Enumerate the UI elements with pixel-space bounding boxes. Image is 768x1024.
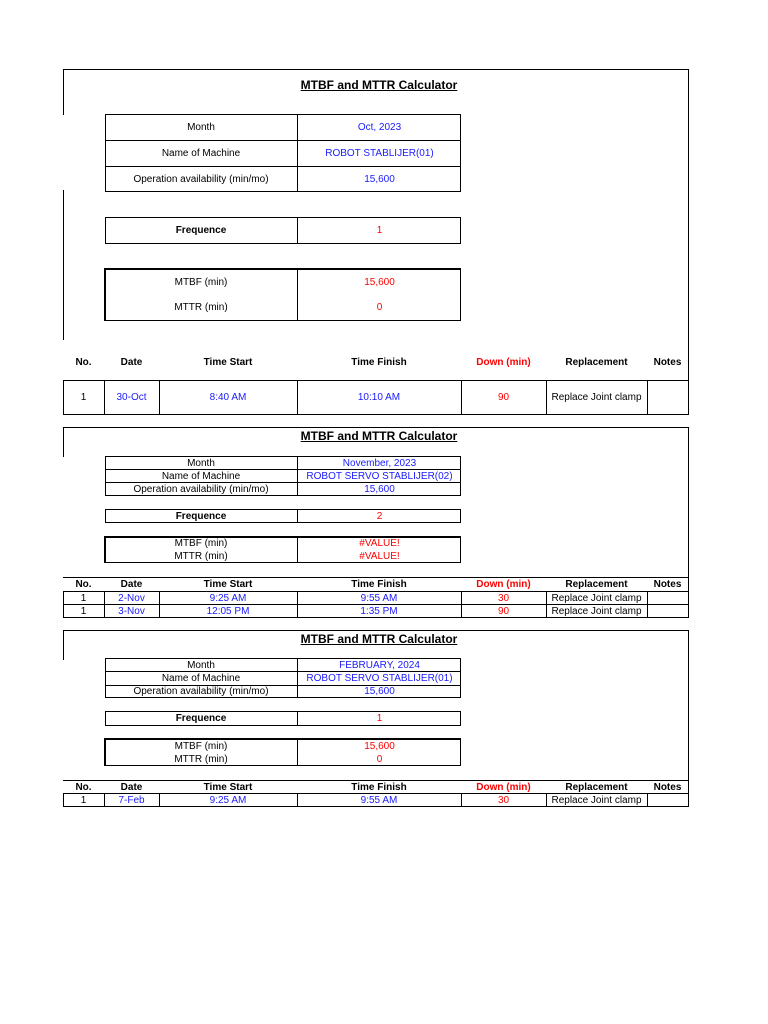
month-label: Month: [187, 122, 215, 133]
row-date[interactable]: 30-Oct: [116, 392, 147, 403]
row-notes[interactable]: [647, 605, 688, 617]
col-header-date: Date: [120, 357, 143, 368]
row-notes[interactable]: [647, 381, 688, 414]
row-time-start[interactable]: 12:05 PM: [206, 605, 250, 617]
page-title: MTBF and MTTR Calculator: [300, 428, 458, 443]
row-date[interactable]: 7-Feb: [118, 794, 145, 806]
availability-label: Operation availability (min/mo): [133, 483, 269, 495]
mttr-label: MTTR (min): [174, 301, 228, 313]
mttr-label: MTTR (min): [174, 753, 228, 765]
page-title: MTBF and MTTR Calculator: [300, 78, 458, 92]
col-header-time-finish: Time Finish: [351, 781, 407, 793]
col-header-replacement: Replacement: [565, 781, 628, 793]
row-no: 1: [80, 392, 87, 403]
row-down: 90: [497, 392, 510, 403]
col-header-down: Down (min): [476, 579, 531, 590]
machine-label: Name of Machine: [161, 470, 241, 482]
month-value[interactable]: November, 2023: [342, 457, 417, 469]
col-header-notes: Notes: [653, 357, 682, 368]
row-no: 1: [80, 794, 87, 806]
mtbf-value: #VALUE!: [359, 537, 400, 549]
col-header-date: Date: [120, 781, 143, 793]
col-header-down: Down (min): [476, 357, 531, 368]
row-time-start[interactable]: 9:25 AM: [209, 794, 247, 806]
row-date[interactable]: 3-Nov: [118, 605, 145, 617]
row-down: 30: [497, 592, 510, 604]
row-replacement[interactable]: Replace Joint clamp: [551, 794, 642, 806]
col-header-date: Date: [120, 579, 143, 590]
row-no: 1: [80, 592, 87, 604]
row-time-finish[interactable]: 9:55 AM: [360, 592, 398, 604]
mtbf-value: 15,600: [364, 740, 395, 752]
frequence-value: 1: [376, 713, 383, 724]
availability-label: Operation availability (min/mo): [133, 174, 269, 185]
col-header-time-finish: Time Finish: [351, 579, 407, 590]
row-date[interactable]: 2-Nov: [118, 592, 145, 604]
mttr-value: 0: [376, 301, 383, 313]
month-value[interactable]: FEBRUARY, 2024: [339, 659, 420, 671]
frequence-value: 2: [376, 510, 383, 522]
row-time-finish[interactable]: 10:10 AM: [357, 392, 401, 403]
row-replacement[interactable]: Replace Joint clamp: [551, 592, 642, 604]
mttr-value: 0: [376, 753, 383, 765]
availability-value[interactable]: 15,600: [364, 685, 395, 697]
row-replacement[interactable]: Replace Joint clamp: [551, 605, 642, 617]
availability-value[interactable]: 15,600: [364, 483, 395, 495]
row-down: 30: [497, 794, 510, 806]
row-down: 90: [497, 605, 510, 617]
row-replacement[interactable]: Replace Joint clamp: [551, 392, 642, 403]
mtbf-value: 15,600: [364, 276, 395, 288]
mtbf-label: MTBF (min): [174, 537, 228, 549]
col-header-time-finish: Time Finish: [351, 357, 407, 368]
frequence-label: Frequence: [175, 510, 227, 522]
machine-value[interactable]: ROBOT SERVO STABLIJER(01): [306, 672, 453, 684]
month-label: Month: [187, 659, 215, 671]
machine-value[interactable]: ROBOT SERVO STABLIJER(02): [306, 470, 453, 482]
col-header-replacement: Replacement: [565, 579, 628, 590]
col-header-notes: Notes: [653, 579, 682, 590]
row-notes[interactable]: [647, 592, 688, 604]
machine-label: Name of Machine: [161, 148, 241, 159]
col-header-no: No.: [75, 781, 92, 793]
frequence-label: Frequence: [175, 225, 227, 236]
col-header-notes: Notes: [653, 781, 682, 793]
row-notes[interactable]: [647, 794, 688, 806]
page-title: MTBF and MTTR Calculator: [300, 631, 458, 646]
frequence-label: Frequence: [175, 713, 227, 724]
col-header-replacement: Replacement: [565, 357, 628, 368]
month-value[interactable]: Oct, 2023: [357, 122, 402, 133]
row-time-start[interactable]: 9:25 AM: [209, 592, 247, 604]
mttr-value: #VALUE!: [359, 550, 400, 562]
mttr-label: MTTR (min): [174, 550, 228, 562]
col-header-time-start: Time Start: [203, 357, 253, 368]
machine-label: Name of Machine: [161, 672, 241, 684]
frequence-value: 1: [376, 225, 383, 236]
mtbf-label: MTBF (min): [174, 276, 228, 288]
col-header-time-start: Time Start: [203, 579, 253, 590]
row-time-finish[interactable]: 9:55 AM: [360, 794, 398, 806]
month-label: Month: [187, 457, 215, 469]
col-header-no: No.: [75, 357, 92, 368]
machine-value[interactable]: ROBOT STABLIJER(01): [325, 148, 434, 159]
col-header-no: No.: [75, 579, 92, 590]
mtbf-label: MTBF (min): [174, 740, 228, 752]
col-header-down: Down (min): [476, 781, 531, 793]
availability-label: Operation availability (min/mo): [133, 685, 269, 697]
row-no: 1: [80, 605, 87, 617]
col-header-time-start: Time Start: [203, 781, 253, 793]
availability-value[interactable]: 15,600: [364, 174, 395, 185]
row-time-finish[interactable]: 1:35 PM: [360, 605, 398, 617]
row-time-start[interactable]: 8:40 AM: [209, 392, 247, 403]
